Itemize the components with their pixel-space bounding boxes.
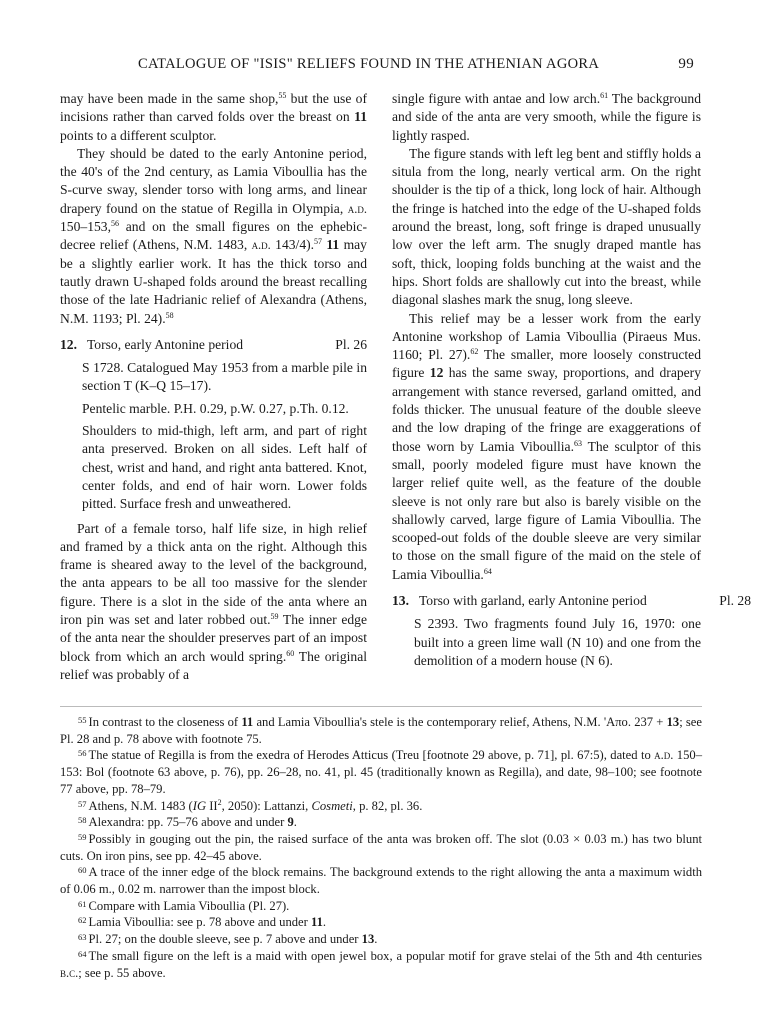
footnote-text: Athens, N.M. 1483 (IG $II^2$, 2050): Lattanzi, Cosmeti, p. 82, pl. 36.	[88, 797, 423, 813]
footnote-number: 62	[78, 915, 87, 926]
footnote-number: 55	[78, 715, 87, 725]
footnote-text: The statue of Regilla is from the exedra of Herodes Atticus (Treu [footnote 29 above, p. 71], pl. 67:5), dated to a.d. 150–153: Bol (footnote 63 above, p. 76), pp. 26–28, no. 41, pl. 45 (traditionally known as Regilla), and date, 98–100; see footnote 77 above, pp. 78–79.	[60, 748, 702, 796]
footnotes	[60, 714, 702, 981]
entry-title: Torso, early Antonine period	[86, 336, 244, 352]
running-header	[60, 54, 702, 78]
entry-number: 12.	[60, 336, 77, 352]
inventory-line: S 1728. Catalogued May 1953 from a marble pile in section T (K–Q 15–17).	[82, 360, 367, 394]
page-number: 99	[678, 56, 694, 72]
footnote-text: A trace of the inner edge of the block remains. The background extends to the right allowing the anta a maximum width of 0.06 m., 0.02 m. narrower than the impost block.	[60, 865, 702, 897]
paragraph: The figure stands with left leg bent and stiffly holds a situla from the long, nearly vertical arm. On the right shoulder is the tip of a thick, long lock of hair. Although the fringe is hatched into the edge of the U-shaped folds around the breast, long, soft fringe is draped unusually low over the left arm. The snugly draped mantle has soft, thick, looping folds bunching at the waist and the hips. Short folds are shallowly cut into the breast, while diagonal slashes mark the snug, long sleeve.	[392, 145, 701, 308]
footnote-text: Alexandra: pp. 75–76 above and under 9.	[88, 815, 297, 830]
footnote	[60, 814, 702, 831]
entry-details	[392, 615, 701, 670]
footnote	[60, 864, 702, 897]
inventory-line: S 2393. Two fragments found July 16, 1970: one built into a green lime wall (N 10) and one from the demolition of a modern house (N 6).	[414, 616, 701, 668]
footnote-text: The small figure on the left is a maid with open jewel box, a popular motif for grave stelai of the 5th and 4th centuries b.c.; see p. 55 above.	[60, 948, 702, 980]
footnote-text: Pl. 27; on the double sleeve, see p. 7 above and under 13.	[88, 932, 378, 947]
catalogue-entry-heading	[392, 592, 751, 610]
footnote	[60, 798, 702, 815]
paragraph: single figure with antae and low arch.$^{61}$ The background and side of the anta are very smooth, while the figure is lightly rasped.	[392, 91, 702, 143]
footnote-text: Compare with Lamia Viboullia (Pl. 27).	[88, 898, 290, 913]
footnote-text: Possibly in gouging out the pin, the raised surface of the anta was broken off. The slot (0.03 × 0.03 m.) has two blunt cuts. On iron pins, see pp. 42–45 above.	[60, 831, 702, 863]
paragraph: This relief may be a lesser work from the early Antonine workshop of Lamia Viboullia (Piraeus Mus. 1160; Pl. 27).$^{62}$ The smaller, more loosely constructed figure 12 has the same sway, proportions, and drapery arrangement with stance reversed, garland omitted, and folds thicker. The unusual feature of the double sleeve and the low draping of the fringe are exaggerations of those worn by Lamia Viboullia.$^{63}$ The sculptor of this small, poorly modeled figure must have known the larger relief quite well, as the feature of the double sleeve is not only rare but also is barely visible on the shallowly carved, large figure of Lamia Viboullia. The scooped-out folds of the double sleeve are very similar to those on the small figure of the maid on the stele of Lamia Viboullia.$^{64}$	[392, 310, 702, 582]
footnote	[60, 898, 702, 915]
footnote-number: 59	[78, 831, 87, 842]
condition-description: Shoulders to mid-thigh, left arm, and part of right anta preserved. Broken on all sides. Left half of chest, wrist and hand, and right anta battered. Knot, center folds, and end of hair worn. Lower folds pitted. Surface fresh and unweathered.	[82, 423, 367, 512]
plate-reference: Pl. 28	[719, 593, 751, 609]
footnote-number: 64	[78, 948, 87, 959]
footnote-text: In contrast to the closeness of 11 and Lamia Viboullia's stele is the contemporary relief, Athens, N.M. 'Aπο. 237 + 13; see Pl. 28 and p. 78 above with footnote 75.	[60, 715, 702, 746]
footnote	[60, 831, 702, 864]
paragraph: They should be dated to the early Antonine period, the 40's of the 2nd century, as Lamia Viboullia has the S-curve sway, slender torso with long arms, and linear drapery found on the statue of Regilla in Olympia, a.d. 150–153,56 and on the small figures on the ephebic-decree relief (Athens, N.M. 1483, a.d. 143/4).$^{57}$ 11 may be a slightly earlier work. It has the thick torso and tautly drawn U-shaped folds around the breast recalling those of the late Hadrianic relief of Alexandra (Athens, N.M. 1193; Pl. 24).$^{58}$	[60, 145, 367, 326]
left-column	[60, 90, 367, 684]
running-title: CATALOGUE OF "ISIS" RELIEFS FOUND IN THE ATHENIAN AGORA	[138, 56, 600, 72]
footnote	[60, 948, 702, 981]
footnote-number: 61	[78, 898, 87, 909]
footnote-number: 58	[78, 815, 87, 826]
paragraph: may have been made in the same shop,$^{55}$ but the use of incisions rather than carved folds over the breast on 11 points to a different sculptor.	[60, 91, 367, 143]
footnote-rule	[60, 706, 702, 707]
footnote	[60, 714, 702, 747]
right-column	[392, 90, 751, 670]
entry-details	[60, 359, 367, 513]
catalogue-entry-heading	[60, 336, 367, 354]
material-dimensions: Pentelic marble. P.H. 0.29, p.W. 0.27, p.Th. 0.12.	[82, 400, 349, 416]
footnote-number: 56	[78, 748, 87, 759]
footnote	[60, 747, 702, 797]
footnote-text: Lamia Viboullia: see p. 78 above and under 11.	[88, 915, 327, 930]
footnote	[60, 931, 702, 948]
paragraph: Part of a female torso, half life size, in high relief and framed by a thick anta on the right. Although this frame is sheared away to the level of the background, the anta appears to be all too massive for the slender figure. There is a slot in the side of the anta where an iron pin was set and later robbed out.$^{59}$ The inner edge of the anta near the shoulder preserves part of an impost block from which an arch would spring.$^{60}$ The original relief was probably of a	[60, 520, 368, 682]
plate-reference: Pl. 26	[335, 336, 367, 352]
footnote-number: 60	[78, 865, 87, 876]
footnote-number: 63	[78, 932, 87, 943]
footnote-number: 57	[78, 798, 87, 809]
entry-number: 13.	[392, 593, 409, 609]
footnote	[60, 914, 702, 931]
entry-title: Torso with garland, early Antonine period	[418, 593, 647, 609]
